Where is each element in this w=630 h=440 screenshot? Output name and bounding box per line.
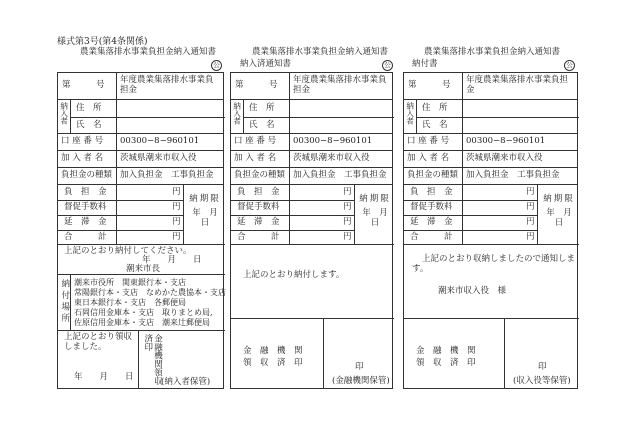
amount-label-fee: 督促手数料 <box>410 202 453 212</box>
bank-stamp-label: 領 収 済 印 <box>416 358 476 368</box>
notice-date: 年 月 日 <box>142 255 202 265</box>
payee-label: 加 入 者 名 <box>61 153 104 164</box>
keeper-label: (納入者保管) <box>161 377 211 387</box>
payment-place: 石岡信用金庫本・支店 取りまとめ局, <box>74 308 213 317</box>
amount-unit: 円 <box>172 202 181 212</box>
form-table <box>230 72 397 389</box>
number-value: 年度農業集落排水事業負担金 <box>120 75 214 95</box>
payee-value: 茨城県潮来市収入役 <box>293 153 370 164</box>
amount-unit: 円 <box>172 187 181 197</box>
bank-stamp-label: 金 融 機 関 <box>416 346 476 356</box>
amount-label-total: 合 計 <box>64 232 107 242</box>
charge-type-value: 加入負担金 工事負担金 <box>293 170 387 181</box>
deadline-value: 年 月 日 <box>192 208 227 228</box>
notice-issuer: 潮来市収入役 様 <box>438 286 507 296</box>
name-label: 氏 名 <box>422 120 448 130</box>
keeper-label: (収入役等保管) <box>513 376 571 386</box>
deadline-label: 納期限 <box>359 194 391 204</box>
account-value: 00300−8−960101 <box>120 136 200 147</box>
account-value: 00300−8−960101 <box>293 136 373 147</box>
amount-unit: 円 <box>343 232 352 242</box>
address-label: 住 所 <box>249 103 275 113</box>
charge-type-label: 負担金の種類 <box>61 170 113 181</box>
payment-place-label: 納付場所 <box>59 279 70 325</box>
official-seal-icon: 公 <box>382 60 393 71</box>
payment-place: 東日本銀行本・支店 各郵便局 <box>74 298 186 307</box>
payee-value: 茨城県潮来市収入役 <box>120 153 197 164</box>
account-label: 口 座 番 号 <box>234 136 277 147</box>
name-label: 氏 名 <box>249 120 275 130</box>
amount-unit: 円 <box>172 232 181 242</box>
sheet-title: 農業集落排水事業負担金納入通知書 <box>252 47 389 57</box>
account-value: 00300−8−960101 <box>466 136 546 147</box>
address-label: 住 所 <box>422 103 448 113</box>
amount-label-late: 延 滞 金 <box>410 217 453 227</box>
amount-unit: 円 <box>343 217 352 227</box>
sheet-subtitle: 納付書 <box>412 59 438 69</box>
account-label: 口 座 番 号 <box>407 136 450 147</box>
amount-unit: 円 <box>526 232 535 242</box>
number-label: 第 号 <box>408 80 451 91</box>
receipt-text: 上記のとおり領収しました。 <box>64 332 133 352</box>
payment-place: 常陽銀行本・支店 なめかた農協本・支店 <box>74 288 226 297</box>
form-table <box>57 72 227 389</box>
charge-type-label: 負担金の種類 <box>407 170 459 181</box>
amount-label-late: 延 滞 金 <box>237 217 280 227</box>
form-table <box>403 72 581 389</box>
number-label: 第 号 <box>235 80 278 91</box>
amount-label-total: 合 計 <box>237 232 280 242</box>
amount-label-total: 合 計 <box>410 232 453 242</box>
stamp-mark: 印 <box>538 362 547 372</box>
amount-unit: 円 <box>343 202 352 212</box>
amount-label-fee: 督促手数料 <box>237 202 280 212</box>
amount-label-fee: 督促手数料 <box>64 202 107 212</box>
bank-stamp-label: 金 融 機 関 <box>243 346 303 356</box>
form-label: 様式第3号(第4条関係) <box>57 37 148 47</box>
amount-unit: 円 <box>526 187 535 197</box>
number-label: 第 号 <box>62 80 105 91</box>
amount-label-burden: 負 担 金 <box>410 187 453 197</box>
keeper-label: (金融機関保管) <box>332 376 390 386</box>
payee-label: 加 入 者 名 <box>407 153 450 164</box>
payment-place: 潮来市役所 関東銀行本・支店 <box>74 278 186 287</box>
bank-stamp-label: 領 収 済 印 <box>243 358 303 368</box>
payer-group-label: 納入者 <box>405 102 415 125</box>
official-seal-icon: 公 <box>211 60 222 71</box>
notice-text: 上記のとおり納付してください。 <box>64 246 192 256</box>
payer-group-label: 納入者 <box>59 102 69 125</box>
deadline-value: 年 月 日 <box>362 208 397 228</box>
account-label: 口 座 番 号 <box>61 136 104 147</box>
notice-text: 上記のとおり収納しましたので通知します。 <box>412 254 576 274</box>
amount-unit: 円 <box>172 217 181 227</box>
amount-unit: 円 <box>343 187 352 197</box>
amount-label-late: 延 滞 金 <box>64 217 107 227</box>
charge-type-label: 負担金の種類 <box>234 170 286 181</box>
amount-unit: 円 <box>526 202 535 212</box>
number-value: 年度農業集落排水事業負担金 <box>466 75 569 95</box>
deadline-value: 年 月 日 <box>546 208 581 228</box>
sheet-subtitle: 納入済通知書 <box>240 59 292 69</box>
official-seal-icon: 公 <box>564 60 575 71</box>
amount-label-burden: 負 担 金 <box>64 187 107 197</box>
bank-stamp-label: 金融機関領収済印 <box>142 334 163 385</box>
name-label: 氏 名 <box>76 120 102 130</box>
deadline-label: 納期限 <box>543 194 575 204</box>
charge-type-value: 加入負担金 工事負担金 <box>466 170 560 181</box>
amount-unit: 円 <box>526 217 535 227</box>
number-value: 年度農業集落排水事業負担金 <box>293 75 387 95</box>
receipt-date: 年 月 日 <box>74 372 134 382</box>
amount-label-burden: 負 担 金 <box>237 187 280 197</box>
address-label: 住 所 <box>76 103 102 113</box>
notice-text: 上記のとおり納付します。 <box>243 270 345 280</box>
stamp-mark: 印 <box>355 362 364 372</box>
sheet-title: 農業集落排水事業負担金納入通知書 <box>424 47 561 57</box>
sheet-title: 農業集落排水事業負担金納入通知書 <box>80 47 217 57</box>
payer-group-label: 納入者 <box>232 102 242 125</box>
deadline-label: 納期限 <box>189 194 221 204</box>
payee-label: 加 入 者 名 <box>234 153 277 164</box>
payee-value: 茨城県潮来市収入役 <box>466 153 543 164</box>
payment-place: 佐原信用金庫本・支店 潮来辻郵便局 <box>74 318 210 327</box>
charge-type-value: 加入負担金 工事負担金 <box>120 170 214 181</box>
notice-issuer: 潮来市長 <box>126 264 161 274</box>
